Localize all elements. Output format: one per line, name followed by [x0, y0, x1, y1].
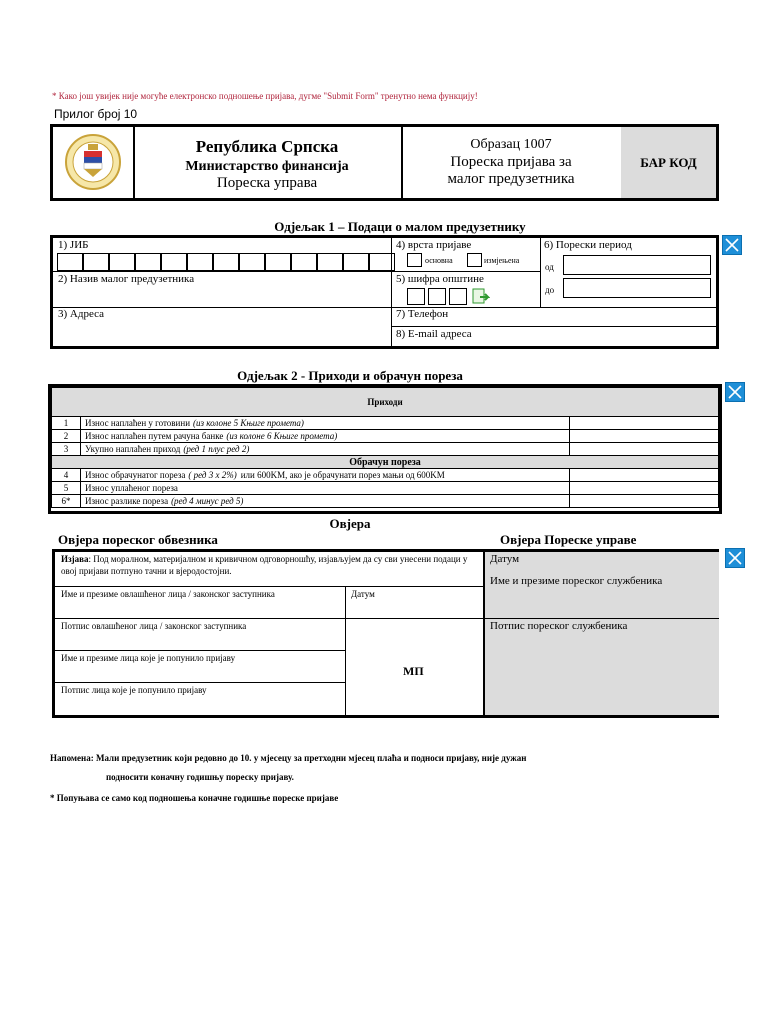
table-row	[52, 482, 719, 495]
address-label: 3) Адреса	[58, 308, 105, 320]
period-to-input[interactable]	[563, 278, 711, 298]
jib-digit-11[interactable]	[317, 253, 343, 271]
table-row	[52, 495, 719, 508]
attachment-number: Прилог број 10	[54, 107, 138, 121]
row-number: 1	[52, 417, 81, 430]
jib-digit-5[interactable]	[161, 253, 187, 271]
ministry-name: Министарство финансија	[185, 159, 349, 174]
row-description	[81, 482, 570, 495]
jib-digit-3[interactable]	[109, 253, 135, 271]
period-to-label: до	[545, 285, 555, 295]
row-note: (из колоне 6 Књиге промета)	[226, 431, 338, 441]
filing-type-basic-label: основна	[425, 256, 453, 265]
period-from-label: од	[545, 262, 554, 272]
phone-label: 7) Телефон	[396, 308, 449, 320]
amount-input[interactable]	[570, 443, 719, 456]
jib-digit-4[interactable]	[135, 253, 161, 271]
row-note: (ред 1 плус ред 2)	[183, 444, 250, 454]
footer-note-3: * Попуњава се само код подношења коначне годишње пореске пријаве	[50, 793, 339, 803]
form-number: Образац 1007	[470, 137, 552, 152]
jib-digit-2[interactable]	[83, 253, 109, 271]
form-title-line2: малог предузетника	[447, 171, 575, 187]
jib-digit-7[interactable]	[213, 253, 239, 271]
row-number: 4	[52, 469, 81, 482]
taxpayer-verification-title: Овјера пореског обвезника	[58, 532, 218, 547]
jib-digit-6[interactable]	[187, 253, 213, 271]
section3-close-icon[interactable]	[725, 548, 745, 568]
tax-period-label: 6) Порески период	[544, 239, 632, 251]
declaration	[61, 553, 476, 577]
filing-type-basic-checkbox[interactable]	[407, 253, 422, 267]
table-row	[52, 443, 719, 456]
section3-title: Овјера	[329, 516, 371, 531]
filler-sign-label: Потпис лица које је попунило пријаву	[61, 685, 207, 695]
amount-input[interactable]	[570, 417, 719, 430]
row-number: 5	[52, 482, 81, 495]
row-text: Износ уплаћеног пореза	[85, 483, 178, 493]
company-name-label: 2) Назив малог предузетника	[58, 273, 195, 285]
row-tail: или 600KM, ако је обрачунати порез мањи од 600KM	[240, 470, 445, 480]
section1-title: Одјељак 1 – Подаци о малом предузетнику	[274, 219, 526, 234]
row-text: Износ наплаћен путем рачуна банке	[85, 431, 224, 441]
tax-authority-verification-title: Овјера Пореске управе	[500, 532, 637, 547]
jib-label: 1) ЈИБ	[58, 239, 89, 251]
row-text: Укупно наплаћен приход	[85, 444, 181, 454]
barcode-cell	[621, 127, 716, 198]
submit-notice: * Како још увијек није могуће електронско подношење пријава, дугме "Submit Form" тренутно нема функцију!	[52, 91, 478, 101]
jib-digit-10[interactable]	[291, 253, 317, 271]
declaration-text: : Под моралном, материјалном и кривичном одговорношћу, изјављујем да су сви унесени подаци у овој пријави потпуно тачни и вјеродостојни.	[61, 554, 468, 576]
municipality-digit-2[interactable]	[428, 288, 446, 305]
ta-officer-sign-label: Потпис пореског службеника	[490, 620, 628, 632]
jib-digit-12[interactable]	[343, 253, 369, 271]
tax-calc-header: Обрачун пореза	[52, 456, 719, 469]
stamp-placeholder: МП	[403, 664, 424, 678]
table-row	[52, 417, 719, 430]
office-name: Пореска управа	[216, 175, 318, 191]
row-description	[81, 495, 570, 508]
table-row	[52, 430, 719, 443]
declaration-bold: Изјава	[61, 554, 89, 564]
issuer-cell	[133, 127, 403, 198]
municipality-digit-1[interactable]	[407, 288, 425, 305]
row-number: 6*	[52, 495, 81, 508]
jib-digit-8[interactable]	[239, 253, 265, 271]
row-text: Износ обрачунатог пореза	[85, 470, 186, 480]
row-description	[81, 430, 570, 443]
section3-box	[52, 549, 719, 718]
form-header	[50, 124, 719, 201]
municipality-lookup-icon[interactable]	[472, 288, 490, 305]
row-number: 3	[52, 443, 81, 456]
income-header: Приходи	[52, 388, 719, 417]
row-note: (ред 4 минус ред 5)	[171, 496, 244, 506]
row-description	[81, 417, 570, 430]
jib-digit-9[interactable]	[265, 253, 291, 271]
section2-title: Одјељак 2 - Приходи и обрачун пореза	[237, 368, 463, 383]
section2-box	[48, 384, 722, 514]
amount-input[interactable]	[570, 495, 719, 508]
amount-input[interactable]	[570, 469, 719, 482]
footer-note-1: Напомена: Мали предузетник који редовно до 10. у мјесецу за претходни мјесец плаћа и подноси пријаву, није дужан	[50, 753, 527, 763]
row-number: 2	[52, 430, 81, 443]
row-note: ( ред 3 x 2%)	[188, 470, 237, 480]
date-label: Датум	[351, 589, 375, 599]
coat-of-arms-cell	[53, 127, 135, 198]
ta-date-label: Датум	[490, 553, 520, 565]
barcode-label: БАР КОД	[640, 155, 697, 170]
municipality-digit-3[interactable]	[449, 288, 467, 305]
filing-type-changed-checkbox[interactable]	[467, 253, 482, 267]
period-from-input[interactable]	[563, 255, 711, 275]
section1-close-icon[interactable]	[722, 235, 742, 255]
row-text: Износ наплаћен у готовини	[85, 418, 191, 428]
email-label: 8) E-mail адреса	[396, 328, 472, 340]
coat-of-arms-icon	[53, 127, 133, 198]
jib-digit-1[interactable]	[57, 253, 83, 271]
income-table	[51, 387, 719, 508]
rep-sign-label: Потпис овлашћеног лица / законског заступника	[61, 621, 247, 631]
row-text: Износ разлике пореза	[85, 496, 169, 506]
row-description	[81, 469, 570, 482]
table-row	[52, 469, 719, 482]
filing-type-label: 4) врста пријаве	[396, 239, 472, 251]
amount-input[interactable]	[570, 482, 719, 495]
form-title-line1: Пореска пријава за	[450, 154, 572, 170]
ta-officer-name-label: Име и презиме пореског службеника	[490, 575, 663, 587]
amount-input[interactable]	[570, 430, 719, 443]
filler-name-label: Име и презиме лица које је попунило пријаву	[61, 653, 236, 663]
row-description	[81, 443, 570, 456]
section1-box	[50, 235, 719, 349]
municipality-code-label: 5) шифра општине	[396, 273, 484, 285]
filing-type-changed-label: измјењена	[484, 256, 520, 265]
form-title-cell	[401, 127, 623, 198]
republic-name: Република Српска	[195, 137, 339, 156]
section2-close-icon[interactable]	[725, 382, 745, 402]
footer-note-2: подносити коначну годишњу пореску пријаву.	[106, 772, 294, 782]
jib-digit-13[interactable]	[369, 253, 395, 271]
rep-name-label: Име и презиме овлашћеног лица / законског заступника	[61, 589, 275, 599]
row-note: (из колоне 5 Књиге промета)	[193, 418, 304, 428]
